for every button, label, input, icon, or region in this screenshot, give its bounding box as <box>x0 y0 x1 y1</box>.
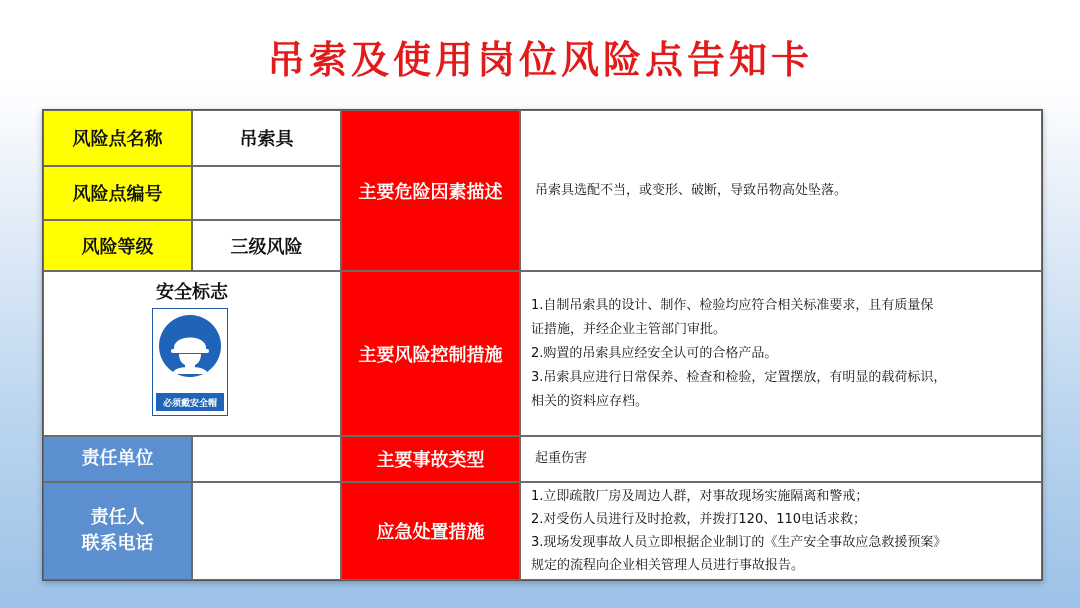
risk-card <box>42 109 1043 581</box>
risk-level-value: 三级风险 <box>192 220 341 271</box>
hard-hat-mandatory-icon <box>158 314 222 378</box>
accident-text: 起重伤害 <box>520 436 1042 482</box>
control-line: 相关的资料应存档。 <box>531 393 649 409</box>
risk-code-value <box>192 166 341 220</box>
risk-code-label: 风险点编号 <box>43 166 192 220</box>
hazard-label: 主要危险因素描述 <box>341 110 520 271</box>
risk-name-value: 吊索具 <box>192 110 341 166</box>
responsible-person-value <box>192 482 341 580</box>
mandatory-sign <box>152 308 228 416</box>
responsible-unit-label: 责任单位 <box>43 436 192 482</box>
control-measures <box>520 271 1042 436</box>
emergency-measures <box>520 482 1042 580</box>
responsible-person-label-line1: 责任人 <box>90 507 145 528</box>
control-line: 3.吊索具应进行日常保养、检查和检验，定置摆放，有明显的载荷标识， <box>531 369 947 385</box>
emergency-line: 3.现场发现事故人员立即根据企业制订的《生产安全事故应急救援预案》 <box>531 535 947 550</box>
accident-label: 主要事故类型 <box>341 436 520 482</box>
risk-name-label: 风险点名称 <box>43 110 192 166</box>
safety-sign-section <box>43 271 341 436</box>
control-label: 主要风险控制措施 <box>341 271 520 436</box>
emergency-line: 规定的流程向企业相关管理人员进行事故报告。 <box>531 558 805 573</box>
control-line: 2.购置的吊索具应经安全认可的合格产品。 <box>531 345 778 361</box>
responsible-person-label-line2: 联系电话 <box>81 533 154 554</box>
control-line: 1.自制吊索具的设计、制作、检验均应符合相关标准要求，且有质量保 <box>531 297 934 313</box>
risk-level-label: 风险等级 <box>43 220 192 271</box>
emergency-line: 2.对受伤人员进行及时抢救，并拨打120、110电话求救； <box>531 512 867 527</box>
emergency-line: 1.立即疏散厂房及周边人群，对事故现场实施隔离和警戒； <box>531 489 869 504</box>
responsible-unit-value <box>192 436 341 482</box>
page-title: 吊索及使用岗位风险点告知卡 <box>266 38 813 82</box>
emergency-label: 应急处置措施 <box>341 482 520 580</box>
hazard-text: 吊索具选配不当，或变形、破断，导致吊物高处坠落。 <box>520 110 1042 271</box>
sign-caption: 必须戴安全帽 <box>156 393 224 411</box>
responsible-person-label <box>43 482 192 580</box>
control-line: 证措施，并经企业主管部门审批。 <box>531 321 727 337</box>
safety-sign-label: 安全标志 <box>156 282 228 303</box>
